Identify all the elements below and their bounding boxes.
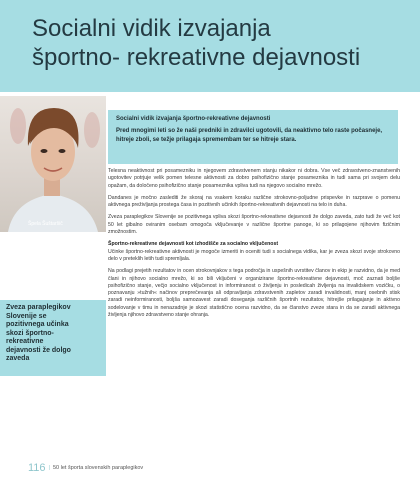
eye-shape xyxy=(59,149,66,153)
portrait-illustration xyxy=(0,96,106,232)
box-text-part-a: Pred mnogimi leti so že naši predniki in zdravilci ugotovili, da xyxy=(116,128,294,134)
footer-text: 50 let športa slovenskih paraplegikov xyxy=(52,465,144,471)
box-text-part-b: raste počasneje, hitreje zboli, se težje prilagaja spremembam ter se hitreje stara. xyxy=(116,128,383,143)
page-title xyxy=(32,14,360,72)
page-footer xyxy=(28,462,143,474)
footer-separator: | xyxy=(48,465,50,471)
page-header-band xyxy=(0,0,420,92)
paragraph: Na podlagi prejetih rezultatov in ocen strokovnjakov s tega področja in uspešnih uvrstitev članov in ekip je razvidno, da je med člani in njihovo socialno mrežo, ki so bili vključeni v organizirane športno-rekreativne dejavnosti, moč zaznati boljše psihofizično stanje, večjo socialno vključenost in informiranost o življenju in posledicah življenja na invalidskem vozičku, o poznavanju »tužnih« načinov preprečevanja ali odpravljanja zdravstvenih zapletov zaradi invalidnosti, manj osebnih stisk zaradi neinformiranosti, boljša samozavest zaradi doseganja različnih športnih rezultatov, hitrejše prilagajanje in aktivno sodelovanje v timu in nenazadnje je skozi statistično ocena razvidno, da se članstvo zveze stara in da se zaradi aktivnega življenja njihovo zdravstveno stanje ohranja. xyxy=(108,268,400,319)
background-pattern xyxy=(84,112,100,148)
eye-shape xyxy=(41,149,48,153)
section-subheading: Športno-rekreativne dejavnosti kot izhodišče za socialno vključenost xyxy=(108,241,279,248)
page-number: 116 xyxy=(28,462,46,474)
box-text-bold: neaktivno telo xyxy=(293,128,334,134)
paragraph: Telesna neaktivnost pri posamezniku in njegovem zdravstvenem stanju nikakor ni dobra. Vse več zdravstveno-znanstvenih ugotovitev potrjuje velik pomen telesne aktivnosti za dobro psihofizično stanje posameznika in tudi sama pri svojem delu opažam, da določeno psihofizično stanje posameznika vpliva tudi na njegovo socialno mrežo. xyxy=(108,168,400,189)
page-title-line-2: športno- rekreativne dejavnosti xyxy=(32,44,361,71)
box-title: Socialni vidik izvajanja športno-rekreativne dejavnosti xyxy=(116,116,271,122)
box-text xyxy=(116,127,390,144)
page-title-line-1: Socialni vidik izvajanja xyxy=(32,15,271,42)
sidebar-quote-text: Zveza paraplegikov Slovenije se pozitivnega učinka skozi športno-rekreativne dejavnosti že dolgo zaveda xyxy=(6,304,71,362)
author-photo xyxy=(0,96,106,232)
background-pattern xyxy=(10,108,26,144)
article-body xyxy=(108,168,400,324)
paragraph: Zveza paraplegikov Slovenije se pozitivnega vpliva skozi športno-rekreativne dejavnosti že dolgo zaveda, zato tudi že več kot 50 let gibalno oviranim osebam omogoča vključevanje v različne športne panoge, ki so prilagojene njihovim fizičnim zmožnostim. xyxy=(108,214,400,236)
lead-box xyxy=(108,110,398,164)
paragraph: Učinke športno-rekreativne aktivnosti je mogoče izmeriti in oceniti tudi s socialnega vidika, kar je zveza skozi svoje strokovno delo v preteklih letih tudi spremljala. xyxy=(108,248,400,262)
paragraph: Dandanes je močno zaslediti že skoraj na vsakem koraku različne strokovno-poljudne prispevke in razprave o pomenu aktivnega preživljanja prostega časa in pozitivnih učinkih športno-rekreativnih dejavnosti na telo in duha. xyxy=(108,194,400,209)
sidebar-quote-box xyxy=(0,300,106,376)
photo-caption: Špela Šuštaršič xyxy=(28,221,63,227)
